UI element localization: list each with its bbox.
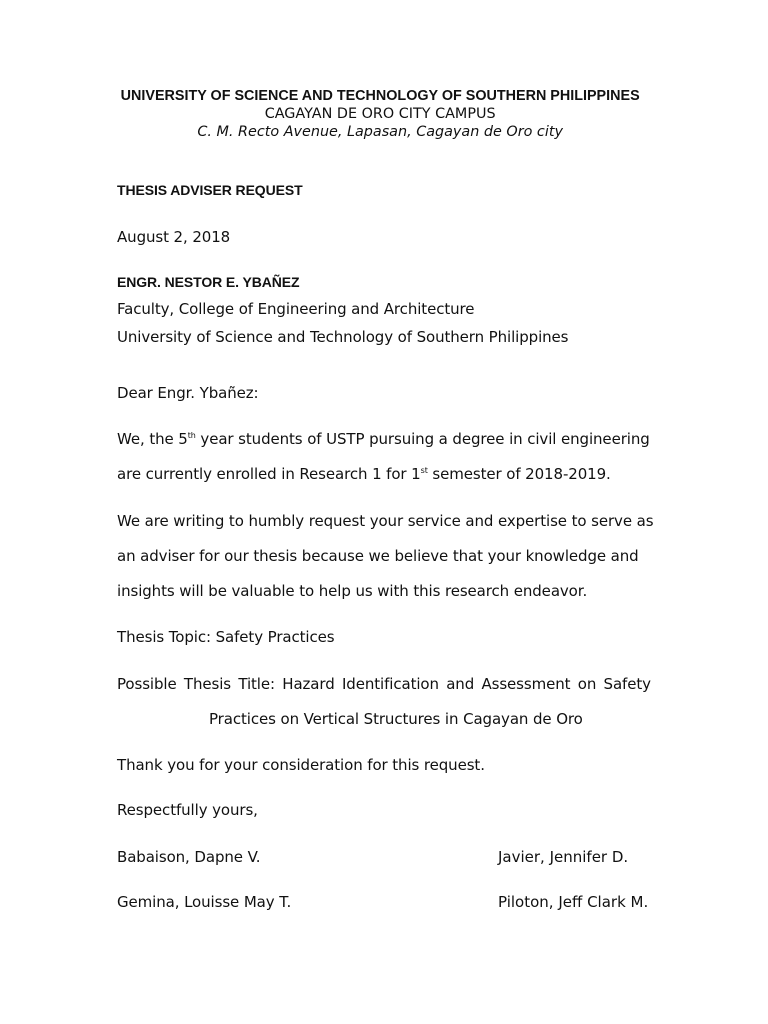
paragraph1-line1-text-a: We, the 5 (117, 430, 188, 448)
signatory-name: Piloton, Jeff Clark M. (498, 893, 649, 911)
recipient-name: ENGR. NESTOR E. YBAÑEZ (117, 274, 300, 290)
paragraph1-line2 (117, 464, 611, 484)
thesis-title-line1: Possible Thesis Title: Hazard Identification and Assessment on Safety (117, 675, 651, 693)
ordinal-suffix: th (187, 431, 196, 440)
signatory-name: Babaison, Dapne V. (117, 848, 261, 866)
complimentary-close: Respectfully yours, (117, 801, 258, 819)
paragraph2-line1: We are writing to humbly request your service and expertise to serve as (117, 512, 654, 530)
paragraph1-line1 (117, 429, 650, 449)
thesis-topic: Thesis Topic: Safety Practices (117, 628, 335, 646)
signatory-name: Javier, Jennifer D. (498, 848, 629, 866)
thesis-title-line2: Practices on Vertical Structures in Cagayan de Oro (209, 710, 583, 728)
university-name: UNIVERSITY OF SCIENCE AND TECHNOLOGY OF SOUTHERN PHILIPPINES (120, 88, 640, 104)
document-heading: THESIS ADVISER REQUEST (117, 182, 303, 198)
paragraph1-line2-text-a: are currently enrolled in Research 1 for 1 (117, 465, 421, 483)
letter-date: August 2, 2018 (117, 228, 231, 246)
paragraph2-line2: an adviser for our thesis because we believe that your knowledge and (117, 547, 639, 565)
campus-name: CAGAYAN DE ORO CITY CAMPUS (264, 106, 496, 122)
recipient-institution: University of Science and Technology of Southern Philippines (117, 328, 569, 346)
paragraph1-line2-text-b: semester of 2018-2019. (427, 465, 611, 483)
ordinal-suffix: st (420, 466, 428, 475)
paragraph2-line3: insights will be valuable to help us with this research endeavor. (117, 582, 588, 600)
campus-address: C. M. Recto Avenue, Lapasan, Cagayan de Oro city (197, 124, 563, 140)
salutation: Dear Engr. Ybañez: (117, 384, 259, 402)
recipient-position: Faculty, College of Engineering and Architecture (117, 300, 475, 318)
closing-thanks: Thank you for your consideration for this request. (117, 756, 485, 774)
paragraph1-line1-text-b: year students of USTP pursuing a degree in civil engineering (195, 430, 650, 448)
signatory-name: Gemina, Louisse May T. (117, 893, 292, 911)
